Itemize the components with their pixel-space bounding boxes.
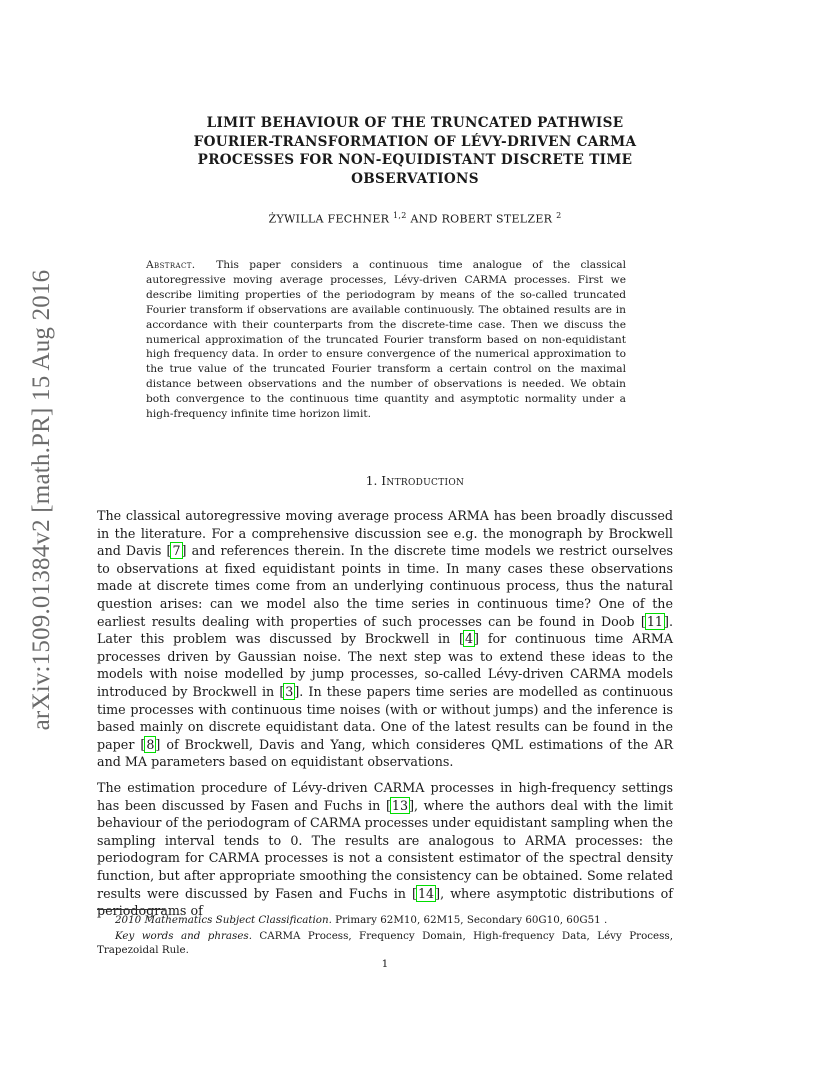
citation-link[interactable]: 3 — [285, 683, 294, 699]
paragraph-text: for continuous time ARMA processes driven by Gaussian noise. The next step was to extend these ideas to the models with noise modelled by jump processes, so-called Lévy-driven CARMA models introduced by Brockwell in — [97, 631, 673, 699]
author-name: ŻYWILLA FECHNER — [268, 212, 390, 226]
paragraph-text: The estimation procedure of Lévy-driven CARMA processes in high-frequency settings has been discussed by Fasen and Fuchs in — [97, 780, 673, 813]
arxiv-identifier — [22, 200, 62, 800]
paragraph-text: and references therein. In the discrete time models we restrict ourselves to observations at fixed equidistant points in time. In many cases these observations made at discrete times come from an underlying continuous process, thus the natural question arises: can we model also the time series in continuous time? One of the earliest results dealing with properties of such processes can be found in Doob — [97, 543, 673, 629]
paragraph-text: , where the authors deal with the limit behaviour of the periodogram of CARMA processes under equidistant sampling when the sampling interval tends to 0. The results are analogous to ARMA processes: the periodogram for CARMA processes is not a consistent estimator of the spectral density function, but after appropriate smoothing the consistency can be obtained. Some related results were discussed by Fasen and Fuchs in — [97, 797, 673, 901]
page-number: 1 — [381, 958, 389, 970]
title-line: OBSERVATIONS — [351, 170, 479, 187]
intro-paragraph-2: The estimation procedure of Lévy-driven CARMA processes in high-frequency settings has been discussed by Fasen and Fuchs in [13], where the authors deal with the limit behaviour of the periodogram of CARMA processes under equidistant sampling when the sampling interval tends to 0. The results are analogous to ARMA processes: the periodogram for CARMA processes is not a consistent estimator of the spectral density function, but after appropriate smoothing the consistency can be obtained. Some related results were discussed by Fasen and Fuchs in [14], where asymptotic distributions of periodograms of — [97, 780, 673, 919]
section-title: Introduction — [381, 474, 465, 488]
abstract-label: Abstract. — [146, 259, 196, 271]
affiliation-marker: 2 — [556, 211, 562, 220]
paper-title — [100, 114, 730, 188]
citation-link[interactable]: 8 — [146, 736, 155, 752]
title-line: LIMIT BEHAVIOUR OF THE TRUNCATED PATHWISE — [206, 115, 624, 131]
section-heading — [100, 474, 730, 488]
citation-link[interactable]: 13 — [391, 797, 409, 813]
citation-link[interactable]: 14 — [417, 885, 435, 901]
title-line: PROCESSES FOR NON-EQUIDISTANT DISCRETE TIME — [197, 152, 633, 168]
paragraph-text: of Brockwell, Davis and Yang, which consideres QML estimations of the AR and MA parameters based on equidistant observations. — [97, 736, 673, 770]
arxiv-identifier-text: arXiv:1509.01384v2 [math.PR] 15 Aug 2016 — [28, 269, 55, 731]
citation-link[interactable]: 4 — [464, 631, 474, 647]
citation-link[interactable]: 11 — [646, 613, 663, 629]
paragraph-text: . In these papers time series are modelled as continuous time processes with continuous time noises (with or without jumps) and the inference is based mainly on discrete equidistant data. One of the latest results can be found in the paper — [97, 683, 673, 752]
paragraph-text: The classical autoregressive moving average process ARMA has been broadly discussed in the literature. For a comprehensive discussion see e.g. the monograph by Brockwell and Davis — [97, 508, 673, 559]
paragraph-text: . Later this problem was discussed by Brockwell in — [97, 613, 673, 647]
footnote-label: Key words and phrases. — [115, 930, 252, 942]
footnote-label: 2010 Mathematics Subject Classification. — [115, 914, 332, 926]
abstract-text: This paper considers a continuous time analogue of the classical autoregressive moving average processes, Lévy-driven CARMA processes. First we describe limiting properties of the periodogram by means of the so-called truncated Fourier transform if observations are available continuously. The obtained results are in accordance with their counterparts from the discrete-time case. Then we discuss the numerical approximation of the truncated Fourier transform based on non-equidistant high frequency data. In order to ensure convergence of the numerical approximation to the true value of the truncated Fourier transform a certain control on the maximal distance between observations and the number of observations is needed. We obtain both convergence to the continuous time quantity and asymptotic normality under a high-frequency infinite time horizon limit. — [146, 259, 626, 421]
footnote-text: Primary 62M10, 62M15, Secondary 60G10, 60G51 . — [331, 914, 608, 926]
footnote-text: CARMA Process, Frequency Domain, High-frequency Data, Lévy Process, Trapezoidal Rule. — [97, 930, 673, 957]
footnote-msc — [97, 913, 673, 927]
intro-paragraph-1: The classical autoregressive moving average process ARMA has been broadly discussed in the literature. For a comprehensive discussion see e.g. the monograph by Brockwell and Davis [7] and references therein. In the discrete time models we restrict ourselves to observations at fixed equidistant points in time. In many cases these observations made at discrete times come from an underlying continuous process, thus the natural question arises: can we model also the time series in continuous time? One of the earliest results dealing with properties of such processes can be found in Doob [11]. Later this problem was discussed by Brockwell in [4] for continuous time ARMA processes driven by Gaussian noise. The next step was to extend these ideas to the models with noise modelled by jump processes, so-called Lévy-driven CARMA models introduced by Brockwell in [3]. In these papers time series are modelled as continuous time processes with continuous time noises (with or without jumps) and the inference is based mainly on discrete equidistant data. One of the latest results can be found in the paper [8] of Brockwell, Davis and Yang, which consideres QML estimations of the AR and MA parameters based on equidistant observations. — [97, 508, 673, 770]
author-name: ROBERT STELZER — [441, 212, 553, 226]
affiliation-marker: 1,2 — [393, 211, 407, 220]
footnote-rule — [97, 909, 165, 910]
abstract — [146, 258, 626, 422]
citation-link[interactable]: 7 — [172, 543, 181, 559]
footnote-keywords — [97, 929, 673, 957]
author-separator: AND — [410, 212, 438, 226]
author-list — [100, 211, 730, 226]
section-number: 1. — [365, 474, 378, 488]
title-line: FOURIER-TRANSFORMATION OF LÉVY-DRIVEN CARMA — [193, 133, 637, 150]
paragraph-text: , where asymptotic distributions of periodograms of — [97, 885, 673, 919]
